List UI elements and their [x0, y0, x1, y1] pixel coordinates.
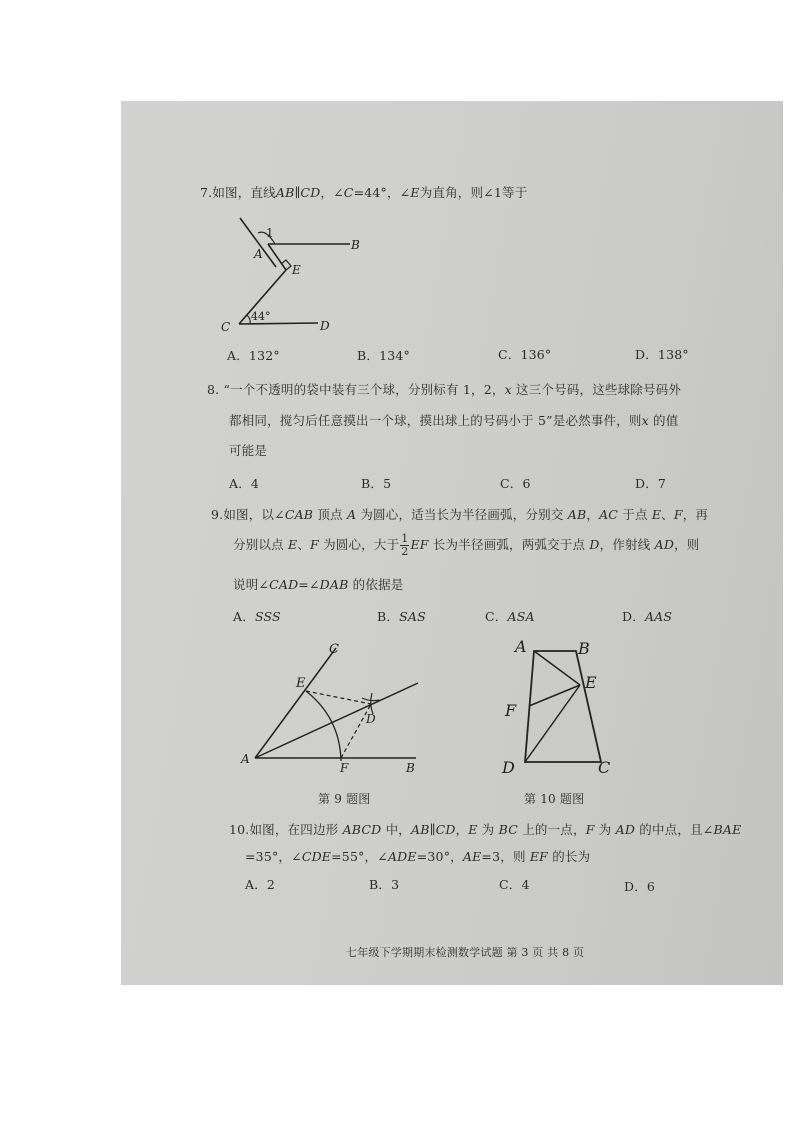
- q9-var: A: [346, 507, 357, 522]
- q8-line3: 可能是: [229, 443, 268, 458]
- q10-text: 10.如图，在四边形: [229, 822, 343, 837]
- q9-option-label: D．: [622, 609, 645, 624]
- q10-text: ，: [455, 822, 469, 837]
- q10-label-a: A: [515, 637, 527, 656]
- q10-text: 上的一点，: [518, 822, 586, 837]
- q9-option-value: SAS: [399, 609, 426, 624]
- q9-option-d: [622, 607, 672, 625]
- q9-var: CAB: [284, 507, 314, 522]
- q9-label-c: C: [329, 642, 339, 657]
- q9-fraction-denominator: 2: [401, 545, 409, 558]
- page-footer: 七年级下学期期末检测数学试题 第 3 页 共 8 页: [346, 946, 585, 959]
- q10-text: 中，: [381, 822, 411, 837]
- q9-text: 9.如图，以∠: [211, 507, 285, 522]
- q7-angle44-arc: [247, 315, 250, 324]
- q7-label-a: A: [254, 247, 263, 261]
- q10-var: E: [468, 822, 478, 837]
- q9-text: ，: [586, 507, 600, 522]
- q7-label-d: D: [320, 319, 330, 333]
- q10-var: AD: [615, 822, 636, 837]
- q9-option-value: SSS: [254, 609, 281, 624]
- q10-label-f: F: [505, 701, 517, 720]
- q9-var: AD: [654, 537, 675, 552]
- q10-var: ADE: [387, 849, 417, 864]
- q9-dashed-ed: [306, 691, 371, 704]
- q7-option-b: B．134°: [357, 348, 410, 363]
- q8-option-d: D．7: [635, 476, 667, 491]
- q10-caption: 第 10 题图: [524, 792, 585, 806]
- q7-label-b: B: [351, 238, 360, 252]
- q9-var: AB: [567, 507, 587, 522]
- q10-text: =35°，∠: [245, 849, 302, 864]
- q10-text: 为: [477, 822, 499, 837]
- q9-var: E: [287, 537, 298, 552]
- q10-line2: [245, 847, 590, 865]
- q9-label-d: D: [366, 712, 376, 726]
- q9-line2: [233, 533, 700, 558]
- q10-var: AB∥CD: [410, 822, 456, 837]
- q10-option-a: A．2: [245, 877, 276, 892]
- q7-label-1: 1: [266, 226, 274, 240]
- q9-option-value: AAS: [644, 609, 673, 624]
- q8-var-x: x: [641, 413, 649, 428]
- q7-label-44: 44°: [251, 310, 271, 323]
- q9-caption: 第 9 题图: [318, 792, 371, 806]
- q8-line1: [207, 380, 681, 398]
- q7-option-a: A．132°: [227, 348, 280, 363]
- q9-text: =∠: [298, 577, 320, 592]
- q9-var: F: [673, 507, 683, 522]
- q8-text: 都相同，搅匀后任意摸出一个球，摸出球上的号码小于 5”是必然事件，则: [229, 413, 642, 428]
- q7-line-ae: [268, 244, 286, 270]
- q7-var: E: [410, 185, 420, 200]
- q7-number: 7.: [200, 185, 213, 200]
- q7-line-cd: [239, 323, 318, 324]
- q10-text: =3，则: [481, 849, 530, 864]
- q9-text: 说明∠: [233, 577, 270, 592]
- q9-text: ，再: [682, 507, 709, 522]
- q9-ray-ad: [255, 683, 418, 758]
- q9-option-label: A．: [233, 609, 255, 624]
- q7-var: C: [343, 185, 354, 200]
- q9-option-a: [233, 607, 281, 625]
- q10-text: 为: [594, 822, 616, 837]
- q10-var: CDE: [301, 849, 332, 864]
- q9-text: 顶点: [313, 507, 347, 522]
- q10-text: 的长为: [548, 849, 591, 864]
- q9-option-value: ASA: [507, 609, 535, 624]
- q8-line2: [229, 411, 678, 429]
- q9-var: D: [589, 537, 600, 552]
- q9-var: CAD: [269, 577, 299, 592]
- q7-text: ，∠: [320, 185, 344, 200]
- q9-figure: [238, 638, 438, 776]
- q9-text: 分别以点: [233, 537, 288, 552]
- q9-line3: [233, 575, 403, 593]
- q10-label-e: E: [585, 673, 597, 692]
- q8-option-a: A．4: [229, 476, 260, 491]
- q9-text: ，作射线: [599, 537, 655, 552]
- q9-var: EF: [410, 537, 429, 552]
- q10-var: BC: [498, 822, 519, 837]
- q10-text: 的中点，且∠: [635, 822, 714, 837]
- q7-text: 为直角，则∠1等于: [419, 185, 528, 200]
- q10-var: ABCD: [342, 822, 382, 837]
- q9-text: 于点: [618, 507, 652, 522]
- q9-fraction-half: [400, 533, 409, 558]
- q10-label-b: B: [578, 639, 590, 658]
- q9-option-label: C．: [485, 609, 508, 624]
- q10-segment-ae: [534, 651, 580, 685]
- q7-figure: [218, 212, 358, 337]
- q10-var: F: [585, 822, 595, 837]
- q9-var: DAB: [319, 577, 349, 592]
- q9-label-f: F: [340, 761, 349, 775]
- q10-text: =55°，∠: [331, 849, 388, 864]
- q9-line1: [211, 505, 708, 523]
- q9-fraction-numerator: 1: [401, 532, 409, 545]
- q7-stem: [200, 183, 527, 201]
- q9-ray-ac: [255, 648, 336, 758]
- q10-option-b: B．3: [369, 877, 400, 892]
- q10-label-d: D: [502, 758, 515, 777]
- q9-var: E: [651, 507, 662, 522]
- q9-option-c: [485, 607, 535, 625]
- q9-var: AC: [599, 507, 619, 522]
- q7-text: 如图，直线: [212, 185, 276, 200]
- q10-text: =30°，: [416, 849, 463, 864]
- q9-option-b: [377, 607, 426, 625]
- q9-text: 为圆心，适当长为半径画弧，分别交: [356, 507, 568, 522]
- q9-text: 长为半径画弧，两弧交于点: [428, 537, 590, 552]
- q9-option-label: B．: [377, 609, 400, 624]
- q10-figure: [500, 634, 620, 779]
- q7-parallel: AB∥CD: [275, 185, 321, 200]
- q10-line1: [229, 820, 741, 838]
- q8-text: 的值: [648, 413, 679, 428]
- q9-text: 、: [297, 537, 311, 552]
- q10-var: AE: [462, 849, 482, 864]
- q9-text: 为圆心，大于: [318, 537, 400, 552]
- q9-label-e: E: [296, 676, 306, 691]
- q9-var: F: [310, 537, 319, 552]
- q7-text: =44°，∠: [353, 185, 411, 200]
- q10-var: EF: [529, 849, 549, 864]
- q8-text: 8. “一个不透明的袋中装有三个球，分别标有 1，2，: [207, 382, 505, 397]
- q10-option-c: C．4: [499, 877, 530, 892]
- q8-option-c: C．6: [500, 476, 531, 491]
- q9-text: 、: [661, 507, 674, 522]
- q7-option-c: C．136°: [498, 347, 552, 362]
- q9-label-b: B: [406, 761, 415, 775]
- q10-label-c: C: [598, 758, 611, 777]
- q9-label-a: A: [241, 752, 250, 766]
- q9-text: ，则: [674, 537, 700, 552]
- q8-option-b: B．5: [361, 476, 392, 491]
- q8-var-x: x: [504, 382, 512, 397]
- q7-label-c: C: [221, 320, 231, 334]
- q7-label-e: E: [292, 263, 301, 277]
- q8-text: 这三个号码，这些球除号码外: [511, 382, 682, 397]
- q10-option-d: D．6: [624, 879, 656, 894]
- q9-text: 的依据是: [348, 577, 404, 592]
- q10-var: BAE: [713, 822, 742, 837]
- q7-option-d: D．138°: [635, 347, 689, 362]
